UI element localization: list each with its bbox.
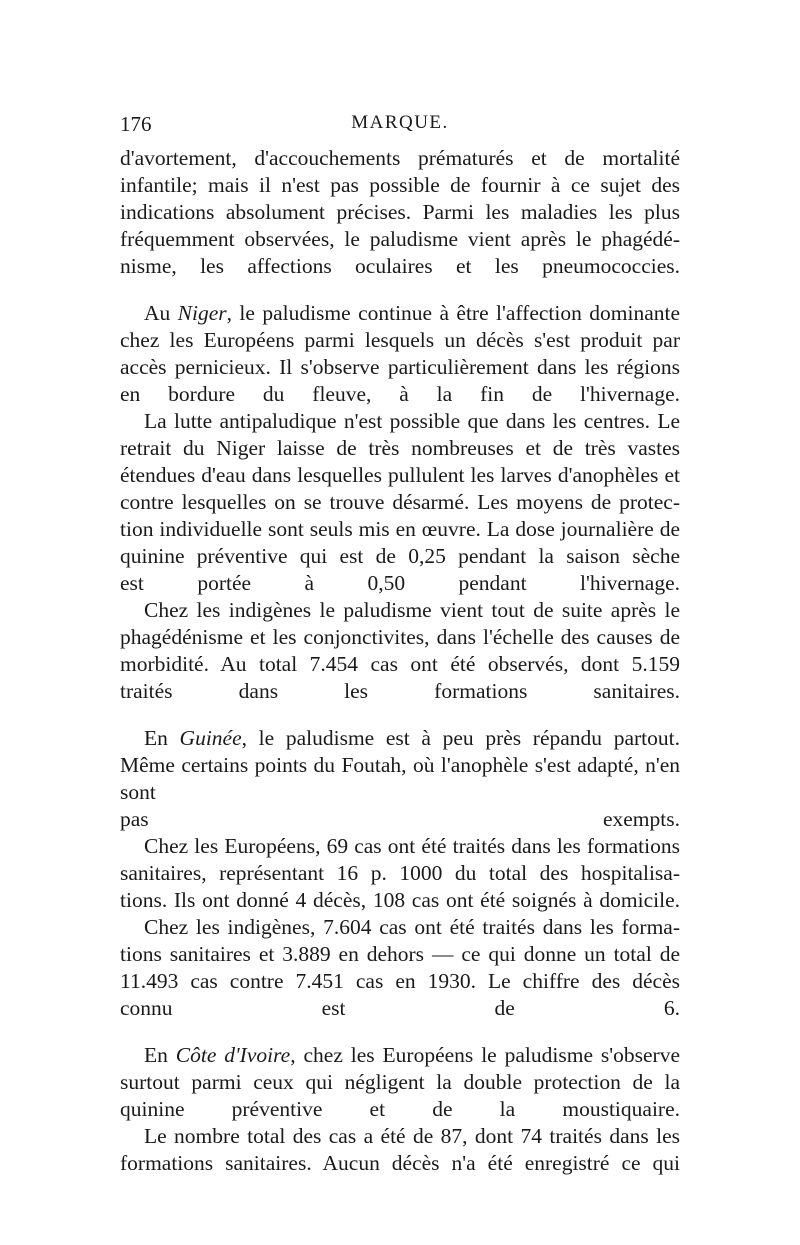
text-line: indications absolument précises. Parmi les maladies les plus (120, 200, 680, 224)
page-header (120, 112, 680, 142)
text-line: de morbidité. Au total 7.454 cas ont été observés, dont 5.159 (120, 625, 680, 676)
text-line: sanitaires, représentant 16 p. 1000 du total des hospitalisa- (120, 861, 680, 885)
text-line: Le nombre total des cas a été de 87, dont 74 traités dans les (144, 1124, 680, 1148)
text-line: d'avortement, d'accouchements prématurés et de mortalité (120, 146, 680, 170)
text-line: Chez les indigènes, 7.604 cas ont été traités dans les forma- (144, 915, 680, 939)
text-line: étendues d'eau dans lesquelles pullulent les larves d'anophèles (120, 463, 659, 487)
paragraph (120, 597, 680, 705)
text-line: traités dans les formations sanitaires. (120, 679, 680, 703)
body-text (120, 145, 680, 1177)
paragraph-niger (120, 300, 680, 408)
text-line: , chez les Européens le paludisme s'observe (290, 1043, 681, 1067)
text-line: formations sanitaires. Aucun décès n'a été enregistré ce qui (120, 1151, 680, 1175)
text-line: En (144, 726, 180, 750)
text-line: , le paludisme continue à être l'affection dominante (226, 301, 681, 325)
text-line: La lutte antipaludique n'est possible que dans les centres. (144, 409, 650, 433)
place-name: Côte d'Ivoire (175, 1043, 291, 1067)
text-line: quinine préventive et de la moustiquaire. (120, 1097, 680, 1121)
text-line: , le paludisme est à peu près répandu partout. Même (120, 726, 680, 777)
text-line: tions sanitaires et 3.889 en dehors — ce qui donne un total (120, 942, 652, 966)
text-line: en bordure du fleuve, à la fin de l'hivernage. (120, 382, 680, 406)
text-line: Au (144, 301, 178, 325)
place-name: Niger (177, 301, 227, 325)
text-line: infantile; mais il n'est pas possible de fournir à ce sujet des (120, 173, 680, 197)
text-line: accès pernicieux. Il s'observe particulièrement dans les régions (120, 355, 680, 379)
text-line: En (144, 1043, 176, 1067)
text-line: est portée à 0,50 pendant l'hivernage. (120, 571, 680, 595)
paragraph (120, 1123, 680, 1177)
text-line: tion individuelle sont seuls mis en œuvre. La dose journalière (120, 517, 654, 541)
text-line: Chez les Européens, 69 cas ont été traités dans les formations (144, 834, 680, 858)
paragraph (120, 914, 680, 1022)
running-head: MARQUE. (351, 112, 449, 133)
paragraph (120, 833, 680, 914)
text-line: fréquemment observées, le paludisme vient après le phagédé- (120, 227, 680, 251)
text-line: de 11.493 cas contre 7.451 cas en 1930. Le chiffre des décès (120, 942, 680, 993)
paragraph (120, 408, 680, 597)
place-name: Guinée (179, 726, 242, 750)
text-line: Chez les indigènes le paludisme vient tout de suite après le (144, 598, 680, 622)
text-line: et contre lesquelles on se trouve désarmé. Les moyens de protec- (120, 463, 680, 514)
text-line: de quinine préventive qui est de 0,25 pendant la saison sèche (120, 517, 680, 568)
text-line: chez les Européens parmi lesquels un décès s'est produit par (120, 328, 680, 352)
text-line: connu est de 6. (120, 996, 680, 1020)
text-line: certains points du Foutah, où l'anophèle s'est adapté, n'en sont (120, 753, 681, 804)
text-line: surtout parmi ceux qui négligent la double protection de la (120, 1070, 680, 1094)
paragraph-cote-divoire (120, 1042, 680, 1123)
text-line: tions. Ils ont donné 4 décès, 108 cas ont été soignés à domicile. (120, 888, 680, 912)
text-line: pas exempts. (120, 807, 680, 831)
paragraph (120, 145, 680, 280)
text-line: nisme, les affections oculaires et les pneumococcies. (120, 254, 680, 278)
text-line: Le retrait du Niger laisse de très nombreuses et de très vastes (120, 409, 681, 460)
page-number: 176 (120, 112, 152, 136)
text-line: phagédénisme et les conjonctivites, dans l'échelle des causes (120, 625, 653, 649)
paragraph-guinee (120, 725, 680, 833)
